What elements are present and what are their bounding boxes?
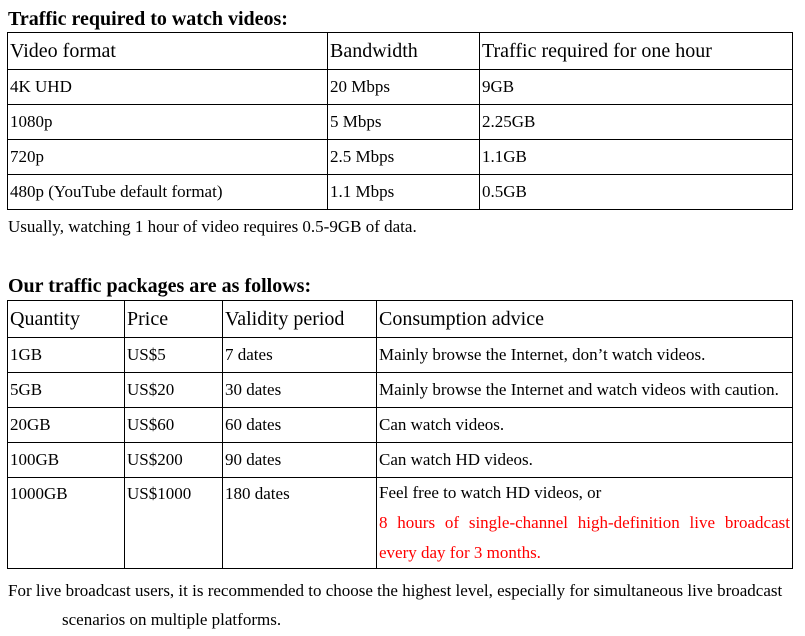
traffic-cell: 1.1GB bbox=[480, 140, 793, 175]
table-row bbox=[8, 175, 793, 210]
video-format-cell: 1080p bbox=[8, 105, 328, 140]
advice-cell: Mainly browse the Internet, don’t watch videos. bbox=[377, 338, 793, 373]
column-header: Bandwidth bbox=[328, 33, 480, 70]
table-row bbox=[8, 478, 793, 569]
table-row bbox=[8, 373, 793, 408]
video-format-cell: 720p bbox=[8, 140, 328, 175]
advice-cell: Can watch HD videos. bbox=[377, 443, 793, 478]
bandwidth-cell: 20 Mbps bbox=[328, 70, 480, 105]
advice-text: Feel free to watch HD videos, or bbox=[379, 483, 602, 502]
validity-cell: 7 dates bbox=[223, 338, 377, 373]
price-cell: US$5 bbox=[125, 338, 223, 373]
live-broadcast-highlight: 8 hours of single-channel high-definition live broadcast every day for 3 months. bbox=[379, 513, 790, 562]
validity-cell: 60 dates bbox=[223, 408, 377, 443]
advice-cell bbox=[377, 478, 793, 569]
bandwidth-cell: 5 Mbps bbox=[328, 105, 480, 140]
bandwidth-cell: 2.5 Mbps bbox=[328, 140, 480, 175]
advice-cell: Can watch videos. bbox=[377, 408, 793, 443]
video-traffic-table bbox=[7, 32, 793, 210]
column-header: Price bbox=[125, 301, 223, 338]
traffic-cell: 9GB bbox=[480, 70, 793, 105]
table-row bbox=[8, 105, 793, 140]
bandwidth-cell: 1.1 Mbps bbox=[328, 175, 480, 210]
table-header-row bbox=[8, 301, 793, 338]
validity-cell: 30 dates bbox=[223, 373, 377, 408]
video-format-cell: 480p (YouTube default format) bbox=[8, 175, 328, 210]
price-cell: US$200 bbox=[125, 443, 223, 478]
validity-cell: 180 dates bbox=[223, 478, 377, 569]
note-line-1: For live broadcast users, it is recommended to choose the highest level, especially for simultaneous live broadcast bbox=[8, 581, 783, 600]
quantity-cell: 100GB bbox=[8, 443, 125, 478]
price-cell: US$60 bbox=[125, 408, 223, 443]
quantity-cell: 1000GB bbox=[8, 478, 125, 569]
quantity-cell: 5GB bbox=[8, 373, 125, 408]
video-format-cell: 4K UHD bbox=[8, 70, 328, 105]
table-row bbox=[8, 338, 793, 373]
table-row bbox=[8, 443, 793, 478]
advice-cell: Mainly browse the Internet and watch videos with caution. bbox=[377, 373, 793, 408]
table-row bbox=[8, 70, 793, 105]
price-cell: US$1000 bbox=[125, 478, 223, 569]
packages-table bbox=[7, 300, 793, 569]
traffic-cell: 2.25GB bbox=[480, 105, 793, 140]
column-header: Traffic required for one hour bbox=[480, 33, 793, 70]
table-row bbox=[8, 408, 793, 443]
column-header: Quantity bbox=[8, 301, 125, 338]
column-header: Video format bbox=[8, 33, 328, 70]
price-cell: US$20 bbox=[125, 373, 223, 408]
table-header-row bbox=[8, 33, 793, 70]
column-header: Validity period bbox=[223, 301, 377, 338]
video-traffic-heading: Traffic required to watch videos: bbox=[8, 8, 288, 30]
packages-heading: Our traffic packages are as follows: bbox=[8, 275, 312, 297]
column-header: Consumption advice bbox=[377, 301, 793, 338]
traffic-cell: 0.5GB bbox=[480, 175, 793, 210]
live-broadcast-note bbox=[8, 579, 800, 632]
video-traffic-note: Usually, watching 1 hour of video requires 0.5-9GB of data. bbox=[8, 217, 417, 236]
table-row bbox=[8, 140, 793, 175]
quantity-cell: 20GB bbox=[8, 408, 125, 443]
quantity-cell: 1GB bbox=[8, 338, 125, 373]
note-line-2: scenarios on multiple platforms. bbox=[62, 610, 282, 629]
validity-cell: 90 dates bbox=[223, 443, 377, 478]
